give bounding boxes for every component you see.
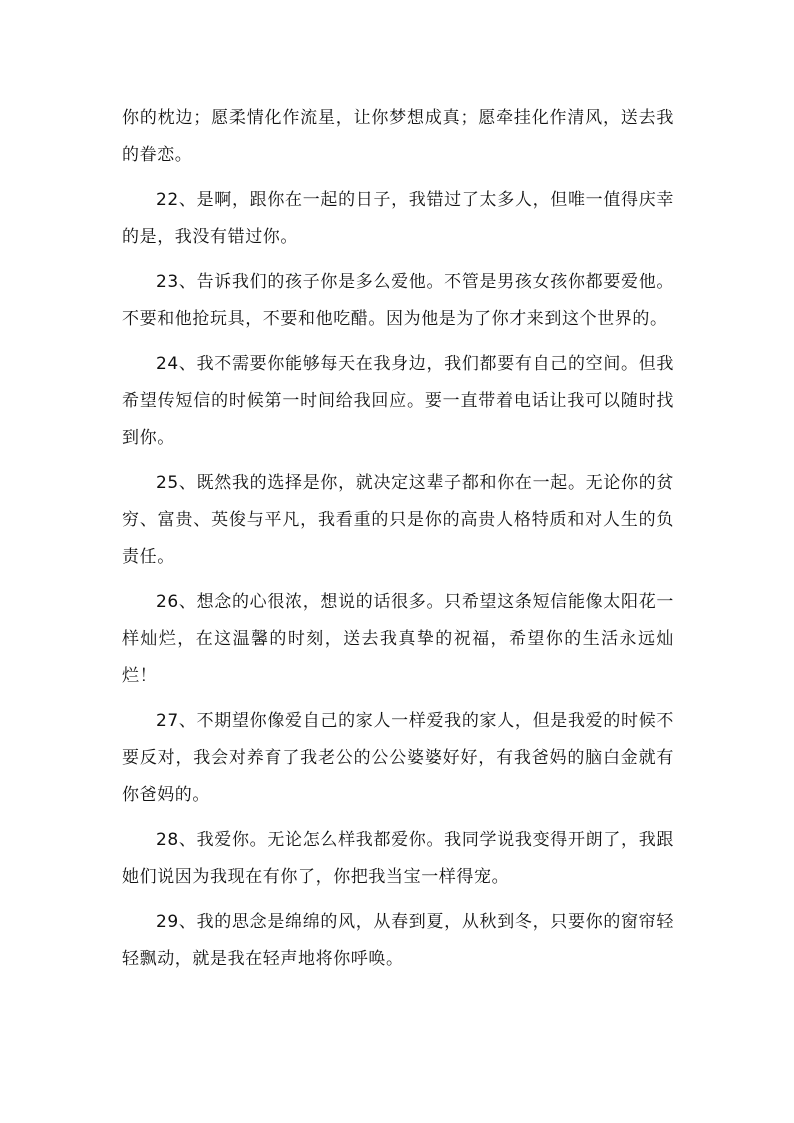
paragraph: 25、既然我的选择是你，就决定这辈子都和你在一起。无论你的贫穷、富贵、英俊与平凡，我看重的只是你的高贵人格特质和对人生的负责任。 [122,473,674,567]
paragraph: 27、不期望你像爱自己的家人一样爱我的家人，但是我爱的时候不要反对，我会对养育了我老公的公公婆婆好好，有我爸妈的脑白金就有你爸妈的。 [122,711,674,805]
paragraph: 24、我不需要你能够每天在我身边，我们都要有自己的空间。但我希望传短信的时候第一时间给我回应。要一直带着电话让我可以随时找到你。 [122,354,674,448]
paragraph: 26、想念的心很浓，想说的话很多。只希望这条短信能像太阳花一样灿烂，在这温馨的时刻，送去我真挚的祝福，希望你的生活永远灿烂！ [122,592,674,686]
paragraph: 23、告诉我们的孩子你是多么爱他。不管是男孩女孩你都要爱他。不要和他抢玩具，不要和他吃醋。因为他是为了你才来到这个世界的。 [122,272,674,329]
document-body [122,100,674,986]
paragraph: 22、是啊，跟你在一起的日子，我错过了太多人，但唯一值得庆幸的是，我没有错过你。 [122,190,674,247]
paragraph: 29、我的思念是绵绵的风，从春到夏，从秋到冬，只要你的窗帘轻轻飘动，就是我在轻声地将你呼唤。 [122,912,674,969]
paragraph: 你的枕边；愿柔情化作流星，让你梦想成真；愿牵挂化作清风，送去我的眷恋。 [122,108,674,165]
paragraph: 28、我爱你。无论怎么样我都爱你。我同学说我变得开朗了，我跟她们说因为我现在有你了，你把我当宝一样得宠。 [122,830,674,887]
